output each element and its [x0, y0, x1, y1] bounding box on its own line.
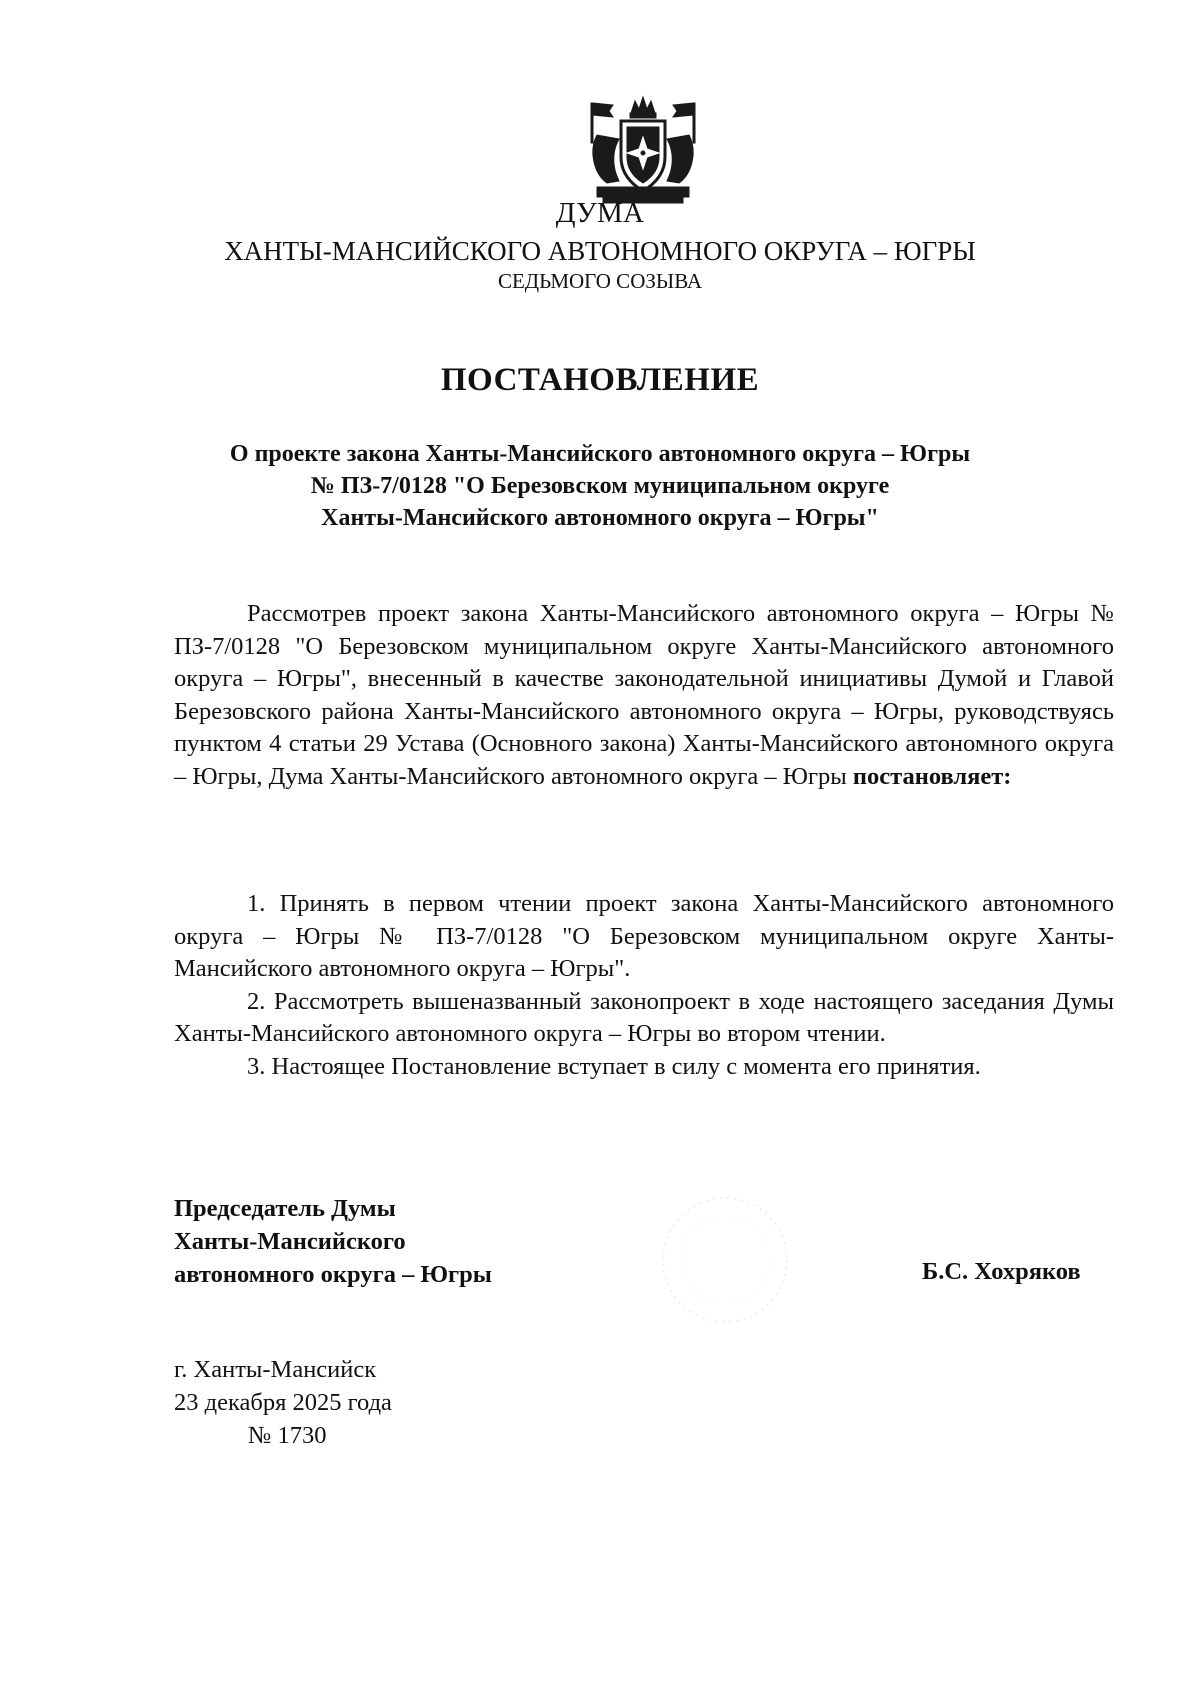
preamble: [174, 598, 1114, 793]
document-footer: [174, 1353, 392, 1452]
org-name: ДУМА: [555, 197, 645, 229]
signatory-name: Б.С. Хохряков: [922, 1258, 1081, 1285]
position-line: Ханты-Мансийского: [174, 1228, 406, 1255]
position-line: автономного округа – Югры: [174, 1261, 492, 1288]
resolves-keyword: постановляет:: [852, 762, 1012, 790]
document-number: № 1730: [248, 1422, 327, 1449]
subject-line: О проекте закона Ханты-Мансийского автономного округа – Югры: [229, 441, 971, 467]
resolution-items: [174, 888, 1114, 1083]
position-line: Председатель Думы: [174, 1195, 396, 1222]
resolution-item: 3. Настоящее Постановление вступает в силу с момента его принятия.: [247, 1052, 981, 1080]
issue-city: г. Ханты-Мансийск: [174, 1356, 377, 1383]
resolution-item: 2. Рассмотреть вышеназванный законопроект в ходе настоящего заседания Думы Ханты-Мансийского автономного округа – Югры во втором чтении.: [174, 987, 1114, 1047]
subject-line: № ПЗ-7/0128 "О Березовском муниципальном округе: [310, 473, 890, 499]
issue-date: 23 декабря 2025 года: [174, 1389, 392, 1416]
convocation: СЕДЬМОГО СОЗЫВА: [497, 269, 703, 293]
faint-seal-stamp: [655, 1190, 795, 1330]
signatory-position: [174, 1192, 492, 1291]
resolution-item: 1. Принять в первом чтении проект закона Ханты-Мансийского автономного округа – Югры № ПЗ-7/0128 "О Березовском муниципальном округе Ханты-Мансийского автономного округа – Югры".: [174, 890, 1114, 982]
subject-line: Ханты-Мансийского автономного округа – Югры": [321, 505, 879, 531]
document-subject: [0, 438, 1200, 534]
coat-of-arms-icon: [583, 95, 703, 205]
document-type: ПОСТАНОВЛЕНИЕ: [440, 362, 760, 398]
org-region: ХАНТЫ-МАНСИЙСКОГО АВТОНОМНОГО ОКРУГА – ЮГРЫ: [224, 236, 976, 266]
preamble-text: Рассмотрев проект закона Ханты-Мансийского автономного округа – Югры № ПЗ-7/0128 "О Березовском муниципальном округе Ханты-Мансийского автономного округа – Югры", внесенный в качестве законодательной инициативы Думой и Главой Березовского района Ханты-Мансийского автономного округа – Югры, руководствуясь пунктом 4 статьи 29 Устава (Основного закона) Ханты-Мансийского автономного округа – Югры, Дума Ханты-Мансийского автономного округа – Югры: [174, 600, 1114, 790]
